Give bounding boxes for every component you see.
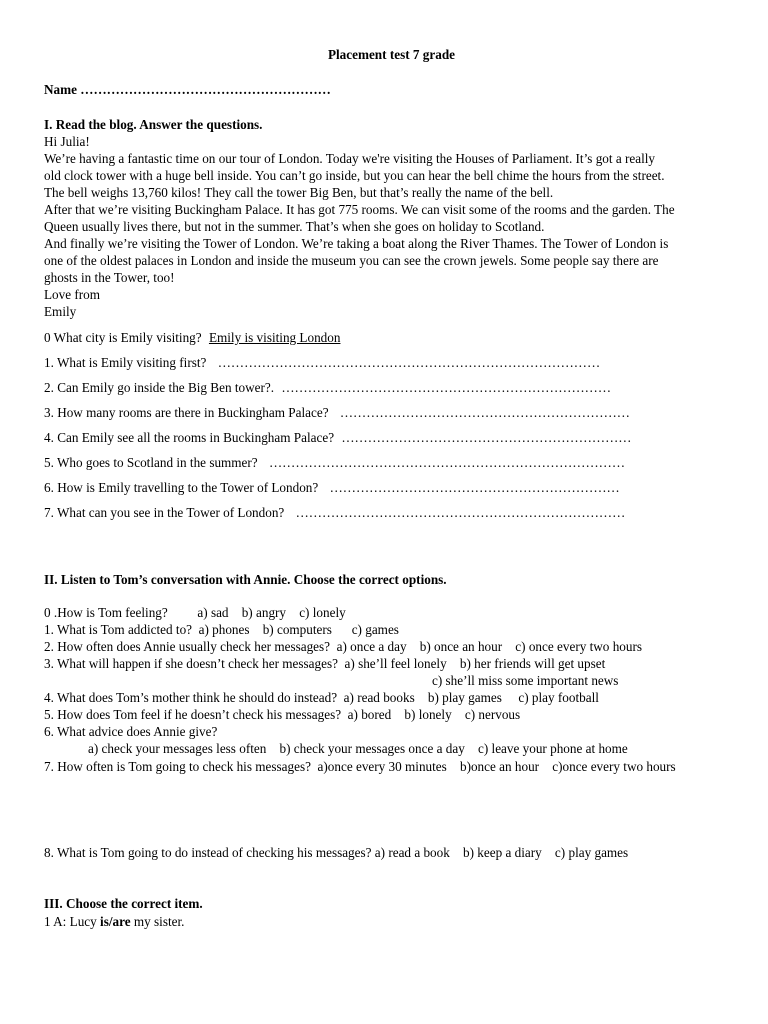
question-2: [44, 379, 611, 396]
answer-blank[interactable]: ……………………………………………………………………………: [217, 355, 601, 370]
listening-item: 1. What is Tom addicted to? a) phones b) computers c) games: [44, 622, 399, 637]
blog-line: The bell weighs 13,760 kilos! They call the tower Big Ben, but that’s really the name of the bell.: [44, 185, 554, 200]
blog-line: Emily: [44, 304, 77, 319]
page-title: Placement test 7 grade: [327, 47, 456, 62]
question-4: [44, 429, 631, 446]
grammar-item-1: [44, 913, 184, 930]
example-answer: Emily is visiting London: [208, 330, 341, 345]
listening-item: 2. How often does Annie usually check her messages? a) once a day b) once an hour c) once every two hours: [44, 639, 642, 654]
section-2-heading: II. Listen to Tom’s conversation with Annie. Choose the correct options.: [44, 572, 447, 587]
listening-item: 4. What does Tom’s mother think he should do instead? a) read books b) play games c) play football: [44, 690, 599, 705]
blog-line: Love from: [44, 287, 101, 302]
blog-line: We’re having a fantastic time on our tour of London. Today we're visiting the Houses of Parliament. It’s got a really: [44, 151, 656, 166]
grammar-choice[interactable]: is/are: [100, 914, 131, 929]
listening-item: 0 .How is Tom feeling? a) sad b) angry c) lonely: [44, 605, 346, 620]
question-text: 7. What can you see in the Tower of London?: [44, 505, 285, 520]
listening-item-continuation: c) she’ll miss some important news: [432, 673, 619, 688]
example-question-text: 0 What city is Emily visiting?: [44, 330, 202, 345]
blog-line: ghosts in the Tower, too!: [44, 270, 175, 285]
question-3: [44, 404, 630, 421]
example-question: [44, 329, 340, 346]
question-text: 3. How many rooms are there in Buckingham Palace?: [44, 405, 329, 420]
section-3-heading: III. Choose the correct item.: [44, 896, 203, 911]
blog-line: one of the oldest palaces in London and inside the museum you can see the crown jewels. Some people say there are: [44, 253, 659, 268]
question-text: 5. Who goes to Scotland in the summer?: [44, 455, 258, 470]
answer-blank[interactable]: …………………………………………………………………: [281, 380, 611, 395]
listening-item: 6. What advice does Annie give?: [44, 724, 218, 739]
question-7: [44, 504, 625, 521]
listening-item-options: a) check your messages less often b) check your messages once a day c) leave your phone at home: [88, 741, 628, 756]
answer-blank[interactable]: …………………………………………………………: [339, 405, 630, 420]
listening-item: 8. What is Tom going to do instead of checking his messages? a) read a book b) keep a diary c) play games: [44, 845, 629, 860]
answer-blank[interactable]: ………………………………………………………………………: [268, 455, 626, 470]
question-5: [44, 454, 625, 471]
blog-line: old clock tower with a huge bell inside. You can’t go inside, but you can hear the bell chime the hours from the street.: [44, 168, 665, 183]
question-1: [44, 354, 600, 371]
blog-line: After that we’re visiting Buckingham Palace. It has got 775 rooms. We can visit some of the rooms and the garden. The: [44, 202, 675, 217]
listening-item: 7. How often is Tom going to check his messages? a)once every 30 minutes b)once an hour c)once every two hours: [44, 759, 676, 774]
answer-blank[interactable]: …………………………………………………………: [341, 430, 632, 445]
question-text: 4. Can Emily see all the rooms in Buckingham Palace?: [44, 430, 335, 445]
blog-line: Hi Julia!: [44, 134, 90, 149]
blog-line: Queen usually lives there, but not in the summer. That’s when she goes on holiday to Scotland.: [44, 219, 545, 234]
listening-item: 3. What will happen if she doesn’t check her messages? a) she’ll feel lonely b) her friends will get upset: [44, 656, 606, 671]
question-text: 2. Can Emily go inside the Big Ben tower?.: [44, 380, 275, 395]
answer-blank[interactable]: …………………………………………………………………: [295, 505, 626, 520]
name-line: Name …………………………………………………: [44, 82, 331, 97]
question-text: 6. How is Emily travelling to the Tower of London?: [44, 480, 319, 495]
grammar-text: my sister.: [130, 914, 185, 929]
answer-blank[interactable]: …………………………………………………………: [329, 480, 620, 495]
section-1-heading: I. Read the blog. Answer the questions.: [44, 117, 263, 132]
question-6: [44, 479, 620, 496]
listening-item: 5. How does Tom feel if he doesn’t check his messages? a) bored b) lonely c) nervous: [44, 707, 521, 722]
grammar-text: 1 A: Lucy: [44, 914, 101, 929]
question-text: 1. What is Emily visiting first?: [44, 355, 207, 370]
blog-line: And finally we’re visiting the Tower of London. We’re taking a boat along the River Thames. The Tower of London is: [44, 236, 669, 251]
